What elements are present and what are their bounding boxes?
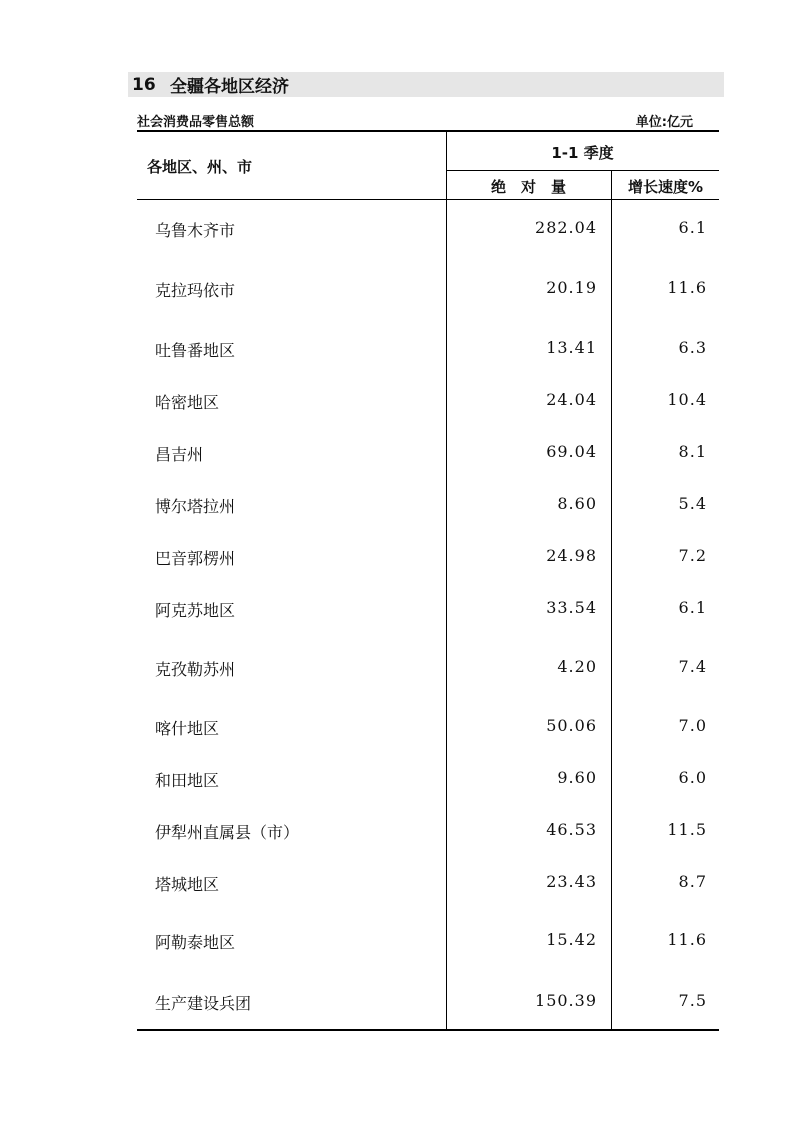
growth-rate: 6.3 — [678, 338, 707, 357]
absolute-value: 33.54 — [546, 598, 597, 617]
header-growth: 增长速度% — [627, 178, 704, 196]
table-caption-row — [137, 109, 693, 131]
table-row — [137, 926, 719, 954]
growth-rate: 7.2 — [678, 546, 707, 565]
table-row — [137, 987, 719, 1015]
absolute-value: 8.60 — [557, 494, 597, 513]
table-row — [137, 386, 719, 414]
growth-rate: 6.0 — [678, 768, 707, 787]
header-period: 1-1 季度 — [551, 144, 614, 162]
region-name: 哈密地区 — [155, 393, 220, 412]
growth-rate: 7.4 — [678, 657, 707, 676]
retail-sales-table — [137, 130, 719, 1032]
table-row — [137, 542, 719, 570]
header-region: 各地区、州、市 — [147, 158, 253, 176]
table-row — [137, 438, 719, 466]
region-name: 克拉玛依市 — [155, 281, 236, 300]
unit-label: 单位:亿元 — [635, 114, 693, 130]
growth-rate: 7.5 — [678, 991, 707, 1010]
region-name: 和田地区 — [155, 771, 220, 790]
table-row — [137, 816, 719, 844]
growth-rate: 8.1 — [678, 442, 707, 461]
absolute-value: 150.39 — [535, 991, 597, 1010]
absolute-value: 20.19 — [546, 278, 597, 297]
table-row — [137, 712, 719, 740]
table-row — [137, 764, 719, 792]
region-name: 乌鲁木齐市 — [155, 221, 236, 240]
section-title: 全疆各地区经济 — [170, 77, 289, 97]
absolute-value: 4.20 — [557, 657, 597, 676]
table-row — [137, 594, 719, 622]
table-row — [137, 214, 719, 242]
region-name: 阿勒泰地区 — [155, 933, 236, 952]
growth-rate: 6.1 — [678, 598, 707, 617]
region-name: 喀什地区 — [155, 719, 220, 738]
absolute-value: 46.53 — [546, 820, 597, 839]
growth-rate: 5.4 — [678, 494, 707, 513]
table-bottom-rule — [137, 1029, 719, 1031]
absolute-value: 50.06 — [546, 716, 597, 735]
table-row — [137, 490, 719, 518]
table-row — [137, 334, 719, 362]
region-name: 博尔塔拉州 — [155, 497, 236, 516]
absolute-value: 13.41 — [546, 338, 597, 357]
absolute-value: 23.43 — [546, 872, 597, 891]
growth-rate: 10.4 — [667, 390, 707, 409]
table-row — [137, 653, 719, 681]
header-absolute: 绝 对 量 — [490, 178, 566, 196]
growth-rate: 11.6 — [667, 278, 707, 297]
absolute-value: 9.60 — [557, 768, 597, 787]
absolute-value: 24.98 — [546, 546, 597, 565]
table-title: 社会消费品零售总额 — [137, 114, 255, 130]
absolute-value: 15.42 — [546, 930, 597, 949]
header-sub-rule — [446, 170, 719, 171]
region-name: 巴音郭楞州 — [155, 549, 236, 568]
absolute-value: 24.04 — [546, 390, 597, 409]
growth-rate: 7.0 — [678, 716, 707, 735]
table-row — [137, 274, 719, 302]
table-row — [137, 868, 719, 896]
region-name: 阿克苏地区 — [155, 601, 236, 620]
table-top-rule — [137, 130, 719, 132]
absolute-value: 69.04 — [546, 442, 597, 461]
growth-rate: 6.1 — [678, 218, 707, 237]
region-name: 塔城地区 — [155, 875, 220, 894]
header-bottom-rule — [137, 199, 719, 200]
region-name: 昌吉州 — [155, 445, 204, 464]
section-number: 16 — [132, 74, 156, 95]
growth-rate: 11.5 — [667, 820, 707, 839]
region-name: 吐鲁番地区 — [155, 341, 236, 360]
region-name: 生产建设兵团 — [155, 994, 252, 1013]
section-header — [128, 72, 724, 97]
absolute-value: 282.04 — [535, 218, 597, 237]
region-name: 克孜勒苏州 — [155, 660, 236, 679]
growth-rate: 8.7 — [678, 872, 707, 891]
growth-rate: 11.6 — [667, 930, 707, 949]
region-name: 伊犁州直属县（市） — [155, 823, 300, 842]
